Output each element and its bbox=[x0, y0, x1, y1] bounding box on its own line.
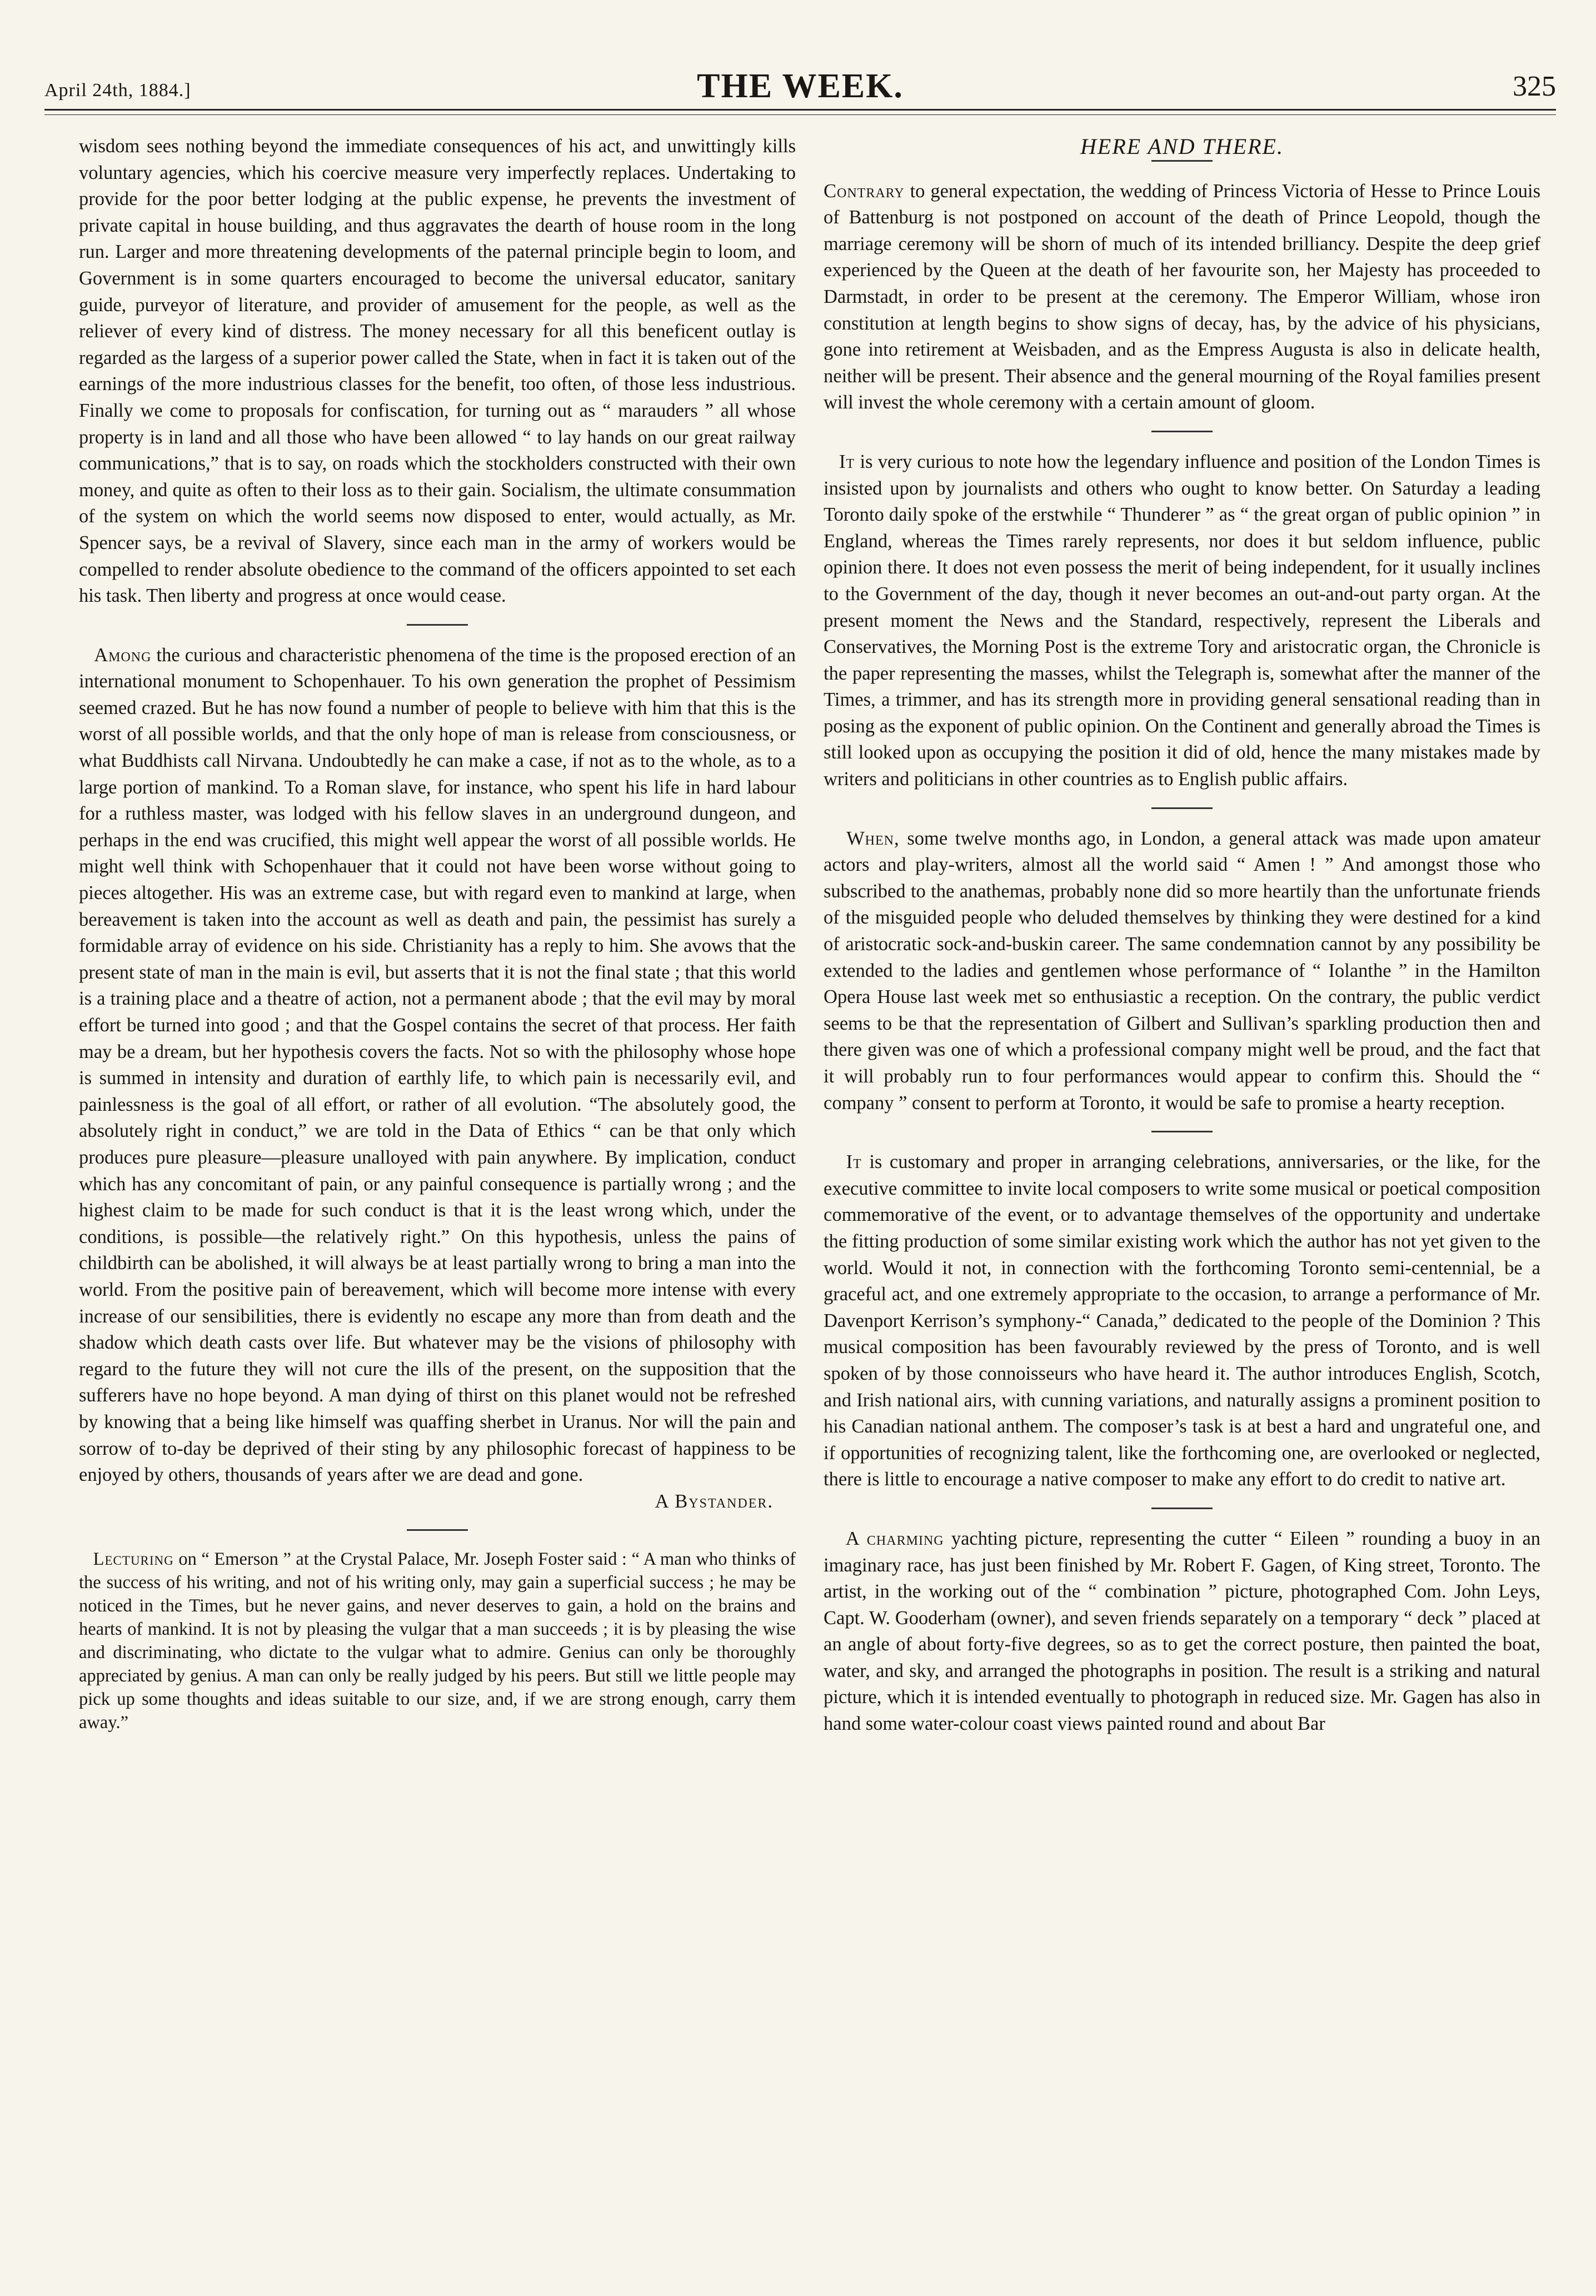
issue-date: April 24th, 1884.] bbox=[44, 80, 191, 101]
article-royal-wedding-text: to general expectation, the wedding of Princess Victoria of Hesse to Prince Louis of Battenburg is not postponed on account of the death of Prince Leopold, though the marriage ceremony will be shorn of much of its intended brilliancy. Despite the deep grief experienced by the Queen at the death of her favourite son, her Majesty has proceeded to Darmstadt, in order to be present at the ceremony. The Emperor William, whose iron constitution at length begins to show signs of decay, has, by the advice of his physicians, gone into retirement at Weisbaden, and as the Empress Augusta is also in delicate health, neither will be present. Their absence and the general mourning of the Royal families present will invest the whole ceremony with a certain amount of gloom. bbox=[824, 180, 1540, 413]
section-divider bbox=[1151, 1131, 1213, 1132]
article-schopenhauer-text: the curious and characteristic phenomena of the time is the proposed erection of an international monument to Schopenhauer. To his own generation the prophet of Pessimism seemed crazed. But he has now found a number of people to believe with him that this is the worst of all possible worlds, and that the only hope of man is release from consciousness, or what Buddhists call Nirvana. Undoubtedly he can make a case, if not as to the whole, as to a large portion of mankind. To a Roman slave, for instance, who spent his life in hard labour for a ruthless master, was lodged with his fellow slaves in an underground dungeon, and perhaps in the end was crucified, this might well appear the worst of all possible worlds. He might well think with Schopenhauer that it could not have been worse without going to pieces altogether. His was an extreme case, but with regard even to mankind at large, when bereavement is taken into the account as well as death and pain, the pessimist has surely a formidable array of evidence on his side. Christianity has a reply to him. She avows that the present state of man in the main is evil, but asserts that it is not the final state ; that this world is a training place and a theatre of action, not a permanent abode ; that the evil may by moral effort be turned into good ; and that the Gospel contains the secret of that process. Her faith may be a dream, but her hypothesis covers the facts. Not so with the philosophy whose hope is summed in intensity and duration of earthly life, to which pain is necessarily evil, and painlessness is the goal of all effort, or rather of all evolution. “The absolutely good, the absolutely right in conduct,” we are told in the Data of Ethics “ can be that only which produces pure pleasure—pleasure unalloyed with pain anywhere. By implication, conduct which has any concomitant of pain, or any painful consequence is partially wrong ; and the highest claim to be made for such conduct is that it is the least wrong which, under the conditions, is possible—the relatively right.” On this hypothesis, unless the pains of childbirth can be abolished, it will always be at least partially wrong to bring a man into the world. From the positive pain of bereavement, which will become more intense with every increase of our sensibilities, there is evidently no escape any more than from death and the shadow which death casts over life. But whatever may be the visions of philosophy with regard to the future they will not cure the ills of the present, on the supposition that the sufferers have no hope beyond. A man dying of thirst on this planet would not be refreshed by knowing that a being like himself was quaffing sherbet in Uranus. Nor will the pain and sorrow of to-day be deprived of their sting by any philosophic forecast of happiness to be enjoyed by others, thousands of years after we are dead and gone. bbox=[79, 644, 796, 1486]
article-royal-wedding bbox=[824, 178, 1540, 416]
section-divider bbox=[407, 624, 468, 626]
right-column bbox=[824, 133, 1540, 1738]
article-emerson-text: on “ Emerson ” at the Crystal Palace, Mr. Joseph Foster said : “ A man who thinks of the success of his writing, and not of his writing only, may gain a superficial success ; he may be noticed in the Times, but he never gains, and never deserves to gain, a hold on the brains and hearts of mankind. It is not by pleasing the vulgar that a man succeeds ; it is by pleasing the wise and discriminating, who dictate to the vulgar what to admire. Genius can only be thoroughly appreciated by genius. A man can only be really judged by his peers. But still we little people may pick up some thoughts and ideas suitable to our size, and, if we are strong enough, carry them away.” bbox=[79, 1549, 796, 1733]
publication-title: THE WEEK. bbox=[697, 67, 904, 105]
article-local-composers bbox=[824, 1149, 1540, 1493]
article-paternalism-continued: wisdom sees nothing beyond the immediate consequences of his act, and unwittingly kills voluntary agencies, which his coercive measure very imperfectly replaces. Undertaking to provide for the poor better lodging at the public expense, he prevents the investment of private capital in house building, and thus aggravates the dearth of house room in the long run. Larger and more threatening developments of the paternal principle begin to loom, and Government is in some quarters encouraged to become the universal educator, sanitary guide, purveyor of literature, and provider of amusement for the people, as well as the reliever of every kind of distress. The money necessary for all this beneficent outlay is regarded as the largess of a superior power called the State, when in fact it is taken out of the earnings of the more industrious classes for the benefit, too often, of those less industrious. Finally we come to proposals for confiscation, for turning out as “ marauders ” all whose property is in land and all those who have been allowed “ to lay hands on our great railway communications,” that is to say, on roads which the stockholders constructed with their own money, and quite as often to their loss as to their gain. Socialism, the ultimate consummation of the system on which the world seems now disposed to enter, would actually, as Mr. Spencer says, be a revival of Slavery, since each man in the army of workers would be compelled to render absolute obedience to the command of the officers appointed to set each his task. Then liberty and progress at once would cease. bbox=[79, 136, 796, 607]
lead-word: Among bbox=[94, 644, 152, 666]
page-number: 325 bbox=[1513, 71, 1556, 102]
section-heading-here-and-there: HERE AND THERE. bbox=[1080, 134, 1284, 159]
article-yachting-picture-text: yachting picture, representing the cutter “ Eileen ” rounding a buoy in an imaginary race, has just been finished by Mr. Robert F. Gagen, of King street, Toronto. The artist, in the working out of the “ combination ” picture, photographed Com. John Leys, Capt. W. Gooderham (owner), and seven friends separately on a temporary “ deck ” placed at an angle of about forty-five degrees, so as to get the correct posture, then painted the boat, water, and sky, and arranged the photographs in position. The result is a striking and natural picture, which it is intended eventually to photograph in reduced size. Mr. Gagen has also in hand some water-colour coast views painted round and about Bar bbox=[824, 1528, 1541, 1735]
lead-word: It bbox=[846, 1151, 862, 1173]
left-column bbox=[79, 133, 796, 1734]
section-divider bbox=[407, 1529, 468, 1531]
article-emerson bbox=[79, 1548, 796, 1734]
lead-word: It bbox=[839, 451, 855, 472]
section-divider bbox=[1151, 431, 1213, 432]
masthead-rule-thin bbox=[44, 114, 1556, 115]
lead-word: Contrary bbox=[824, 180, 905, 202]
section-divider bbox=[1151, 1508, 1213, 1509]
masthead bbox=[44, 67, 1556, 111]
article-yachting-picture bbox=[824, 1526, 1540, 1738]
article-london-times-text: is very curious to note how the legendary influence and position of the London Times is insisted upon by journalists and others who ought to know better. On Saturday a leading Toronto daily spoke of the erstwhile “ Thunderer ” as “ the great organ of public opinion ” in England, whereas the Times rarely represents, nor does it but seldom influence, public opinion there. It does not even possess the merit of being independent, for it usually inclines to the Government of the day, though it never becomes an out-and-out party organ. At the present moment the News and the Standard, respectively, represent the Liberals and Conservatives, the Morning Post is the extreme Tory and aristocratic organ, the Chronicle is the paper representing the masses, whilst the Telegraph is, somewhat after the manner of the Times, a trimmer, and has its strength more in providing general sensational reading than in posing as the exponent of public opinion. On the Continent and generally abroad the Times is still looked upon as occupying the position it did of old, hence the many mistakes made by writers and politicians in other countries as to English public affairs. bbox=[824, 451, 1540, 790]
article-local-composers-text: is customary and proper in arranging celebrations, anniversaries, or the like, for the executive committee to invite local composers to write some musical or poetical composition commemorative of the event, or to advantage themselves of the opportunity and undertake the fitting production of some similar existing work which the author has not yet given to the world. Would it not, in connection with the forthcoming Toronto semi-centennial, be a graceful act, and one extremely appropriate to the occasion, to arrange a performance of Mr. Davenport Kerrison’s symphony-“ Canada,” dedicated to the people of the Dominion ? This musical composition has been favourably reviewed by the press of Toronto, and is well spoken of by those connoisseurs who have heard it. The author introduces English, Scotch, and Irish national airs, with cunning variations, and naturally assigns a prominent position to his Canadian national anthem. The composer’s task is at best a hard and ungrateful one, and if opportunities of recognizing talent, like the forthcoming one, are overlooked or neglected, there is little to encourage a native composer to make any effort to do credit to native art. bbox=[824, 1151, 1540, 1490]
article-amateur-actors-text: some twelve months ago, in London, a general attack was made upon amateur actors and play-writers, almost all the world said “ Amen ! ” And amongst those who subscribed to the anathemas, probably none did so more heartily than the unfortunate friends of the misguided people who deluded themselves by thinking they were destined for a kind of aristocratic sock-and-buskin career. The same condemnation cannot by any possibility be extended to the ladies and gentlemen whose performance of “ Iolanthe ” in the Hamilton Opera House last week met so enthusiastic a reception. On the contrary, the public verdict seems to be that the representation of Gilbert and Sullivan’s sparkling production then and there given was one of which a professional company might well be proud, and the fact that it will probably run to four performances would appear to confirm this. Should the “ company ” consent to perform at Toronto, it would be safe to promise a hearty reception. bbox=[824, 827, 1541, 1114]
signature-bystander: A Bystander. bbox=[655, 1490, 774, 1512]
section-divider bbox=[1151, 160, 1213, 162]
article-london-times bbox=[824, 449, 1540, 793]
lead-word: A charming bbox=[845, 1528, 944, 1549]
article-schopenhauer bbox=[79, 642, 796, 1489]
section-divider bbox=[1151, 807, 1213, 809]
article-amateur-actors bbox=[824, 826, 1540, 1117]
lead-word: When, bbox=[846, 827, 900, 849]
lead-word: Lecturing bbox=[93, 1549, 174, 1570]
masthead-rule bbox=[44, 109, 1556, 111]
